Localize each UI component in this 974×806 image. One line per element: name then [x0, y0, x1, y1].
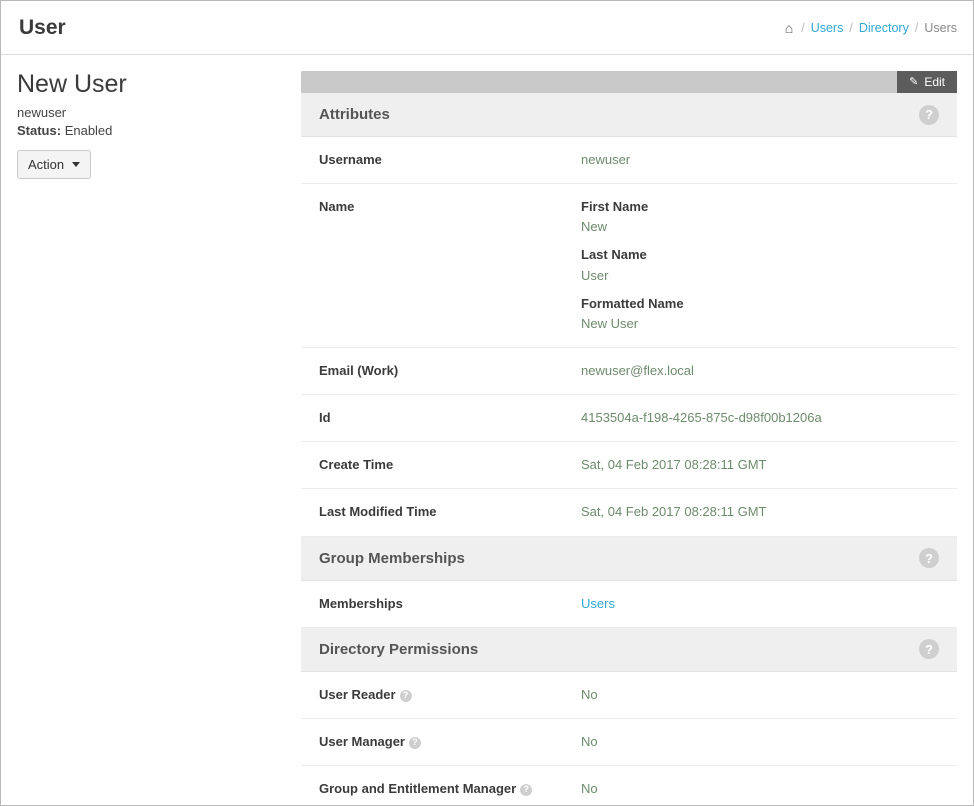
status-label: Status: — [17, 122, 62, 138]
content-panel — [301, 55, 973, 806]
row-last-modified-time — [301, 489, 957, 536]
action-button-label: Action — [28, 156, 65, 172]
row-value-group-entitlement-manager: No — [581, 780, 598, 796]
row-label — [319, 361, 581, 381]
row-label — [319, 502, 581, 522]
row-label — [319, 685, 581, 705]
section-title-directory-permissions: Directory Permissions — [319, 640, 479, 658]
entity-name: New User — [17, 70, 127, 98]
breadcrumb-separator: / — [849, 20, 853, 35]
row-value-email: newuser@flex.local — [581, 362, 694, 378]
row-label — [319, 408, 581, 428]
breadcrumb-item-directory[interactable]: Directory — [858, 20, 909, 35]
breadcrumb-item-users[interactable]: Users — [810, 20, 844, 35]
page-title: User — [19, 15, 66, 39]
row-value-user-manager: No — [581, 733, 598, 749]
row-id — [301, 395, 957, 442]
action-button[interactable] — [17, 150, 91, 179]
row-label — [319, 455, 581, 475]
row-memberships — [301, 581, 957, 628]
edit-button[interactable] — [897, 71, 957, 93]
help-icon[interactable]: ? — [919, 548, 939, 568]
row-label-text: Id — [319, 410, 331, 426]
pencil-icon: ✎ — [909, 75, 919, 88]
row-label-text: Name — [319, 199, 355, 215]
section-header-directory-permissions — [301, 628, 957, 672]
row-name — [301, 184, 957, 348]
row-value-create-time: Sat, 04 Feb 2017 08:28:11 GMT — [581, 457, 767, 473]
row-label-text: Last Modified Time — [319, 504, 437, 520]
row-label — [319, 594, 581, 614]
help-icon[interactable]: ? — [919, 105, 939, 125]
help-icon[interactable]: ? — [409, 737, 421, 749]
row-value-name — [581, 197, 939, 334]
section-title-attributes: Attributes — [319, 106, 390, 123]
row-label-text: Create Time — [319, 457, 394, 473]
row-label-text: Username — [319, 152, 382, 167]
help-icon[interactable]: ? — [919, 639, 939, 659]
entity-status — [17, 123, 287, 138]
row-group-entitlement-manager — [301, 766, 957, 806]
row-value-memberships[interactable]: Users — [581, 595, 615, 611]
row-label — [319, 779, 581, 799]
row-value-user-reader: No — [581, 686, 598, 702]
row-label-text: User Reader — [319, 686, 396, 702]
entity-username: newuser — [17, 104, 67, 120]
row-label-text: User Manager — [319, 733, 405, 749]
row-username — [301, 137, 957, 184]
section-header-attributes — [301, 93, 957, 137]
row-label-text: Email (Work) — [319, 362, 399, 378]
last-name-value: User — [581, 267, 609, 283]
first-name-value: New — [581, 219, 608, 235]
formatted-name-value: New User — [581, 315, 639, 331]
breadcrumb-item-current: Users — [924, 20, 957, 35]
row-label — [319, 732, 581, 752]
row-label — [319, 150, 581, 170]
row-user-manager — [301, 719, 957, 766]
left-panel — [1, 55, 301, 179]
row-value-last-modified-time: Sat, 04 Feb 2017 08:28:11 GMT — [581, 504, 767, 520]
first-name-label: First Name — [581, 199, 649, 215]
row-label — [319, 197, 581, 334]
page-header — [1, 1, 973, 55]
formatted-name-label: Formatted Name — [581, 295, 684, 311]
last-name-label: Last Name — [581, 247, 647, 263]
chevron-down-icon — [72, 162, 80, 167]
row-create-time — [301, 442, 957, 489]
row-label-text: Memberships — [319, 595, 403, 611]
section-title-group-memberships: Group Memberships — [319, 549, 465, 567]
edit-button-label: Edit — [924, 75, 945, 89]
help-icon[interactable]: ? — [520, 784, 532, 796]
breadcrumb — [785, 21, 957, 35]
row-email — [301, 348, 957, 395]
body-wrapper — [1, 55, 973, 806]
status-value: Enabled — [64, 122, 113, 138]
row-value-id: 4153504a-f198-4265-875c-d98f00b1206a — [581, 410, 822, 426]
home-icon[interactable]: ⌂ — [784, 19, 794, 36]
content-toolbar — [301, 71, 957, 93]
row-value-username: newuser — [581, 152, 631, 167]
row-user-reader — [301, 672, 957, 719]
breadcrumb-separator: / — [801, 20, 805, 35]
help-icon[interactable]: ? — [400, 690, 412, 702]
breadcrumb-separator: / — [914, 20, 919, 35]
row-label-text: Group and Entitlement Manager — [319, 780, 517, 796]
section-header-group-memberships — [301, 537, 957, 581]
